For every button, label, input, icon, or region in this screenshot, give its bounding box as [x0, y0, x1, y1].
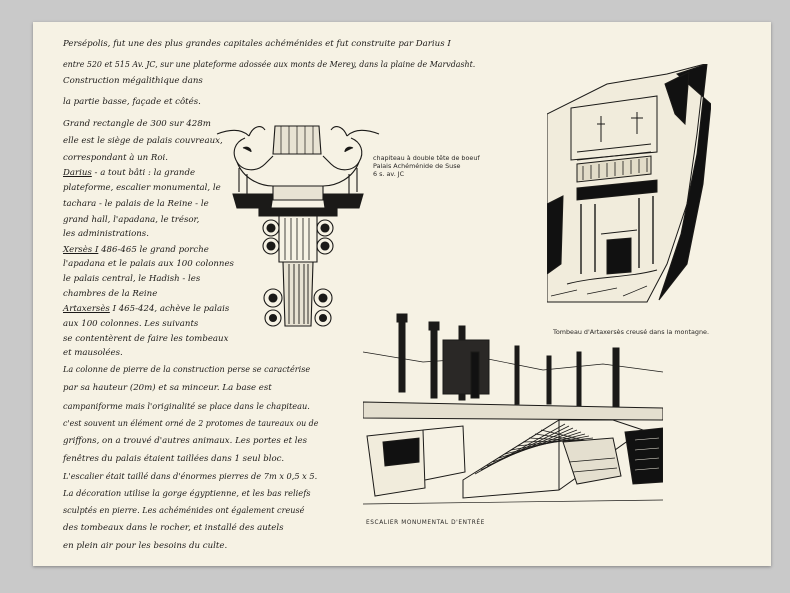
text-line: se contentèrent de faire les tombeaux — [63, 334, 229, 344]
text-line — [63, 169, 195, 178]
tomb-caption: Tombeau d'Artaxersès creusé dans la montagne. — [553, 328, 709, 336]
text-line: les administrations. — [63, 229, 149, 239]
capital-caption — [373, 154, 480, 178]
capital-caption-line: chapiteau à double tête de boeuf — [373, 154, 480, 162]
text-span: I 465-424, achève le palais — [109, 304, 230, 314]
text-line: des tombeaux dans le rocher, et installé des autels — [63, 523, 284, 533]
text-line: fenêtres du palais étaient taillées dans 1 seul bloc. — [63, 454, 285, 464]
staircase-drawing — [363, 312, 663, 512]
text-line: La décoration utilise la gorge égyptienne, et les bas reliefs — [63, 488, 311, 498]
capital-caption-line: Palais Achéménide de Suse — [373, 162, 461, 170]
capital-caption-line: 6 s. av. JC — [373, 170, 405, 178]
text-line — [63, 305, 229, 314]
text-line: correspondant à un Roi. — [63, 153, 169, 163]
text-line: griffons, on a trouvé d'autres animaux. Les portes et les — [63, 436, 308, 446]
text-line: Grand rectangle de 300 sur 428m — [63, 119, 211, 129]
stair-caption: ESCALIER MONUMENTAL D'ENTRÉE — [366, 520, 485, 526]
text-line: tachara - le palais de la Reine - le — [63, 199, 209, 209]
text-span: 486-465 le grand porche — [98, 245, 209, 255]
heading-artaxerses: Artaxersès — [63, 304, 110, 314]
text-line: la partie basse, façade et côtés. — [63, 97, 201, 107]
text-line: La colonne de pierre de la construction perse se caractérise — [63, 364, 311, 374]
text-line: aux 100 colonnes. Les suivants — [63, 319, 199, 329]
text-line: par sa hauteur (20m) et sa minceur. La base est — [63, 383, 272, 393]
text-line: Construction mégalithique dans — [63, 76, 203, 86]
text-line: campaniforme mais l'originalité se place dans le chapiteau. — [63, 401, 310, 411]
text-line: entre 520 et 515 Av. JC, sur une plateforme adossée aux monts de Merey, dans la plaine de Marvdasht. — [63, 60, 476, 69]
text-span: - a tout bâti : la grande — [91, 168, 196, 178]
text-line: L'escalier était taillé dans d'énormes pierres de 7m x 0,5 x 5. — [63, 471, 318, 481]
heading-xerses: Xersès I — [63, 245, 99, 255]
text-line: Persépolis, fut une des plus grandes capitales achéménides et fut construite par Darius I — [63, 39, 451, 49]
heading-darius: Darius — [63, 168, 92, 178]
tomb-drawing — [547, 64, 711, 304]
text-line: sculptés en pierre. Les achéménides ont également creusé — [63, 505, 305, 515]
text-line: c'est souvent un élément orné de 2 protomes de taureaux ou de — [63, 419, 319, 428]
text-line — [63, 246, 209, 255]
paper-sheet — [33, 22, 771, 566]
text-line: chambres de la Reine — [63, 289, 158, 299]
text-line: elle est le siège de palais couvreaux, — [63, 136, 223, 146]
text-line: en plein air pour les besoins du culte. — [63, 541, 228, 551]
text-line: le palais central, le Hadish - les — [63, 274, 201, 284]
text-line: grand hall, l'apadana, le trésor, — [63, 215, 200, 225]
text-line: l'apadana et le palais aux 100 colonnes — [63, 259, 234, 269]
bull-capital-drawing — [213, 112, 383, 330]
text-line: plateforme, escalier monumental, le — [63, 183, 221, 193]
text-line: et mausolées. — [63, 348, 123, 358]
